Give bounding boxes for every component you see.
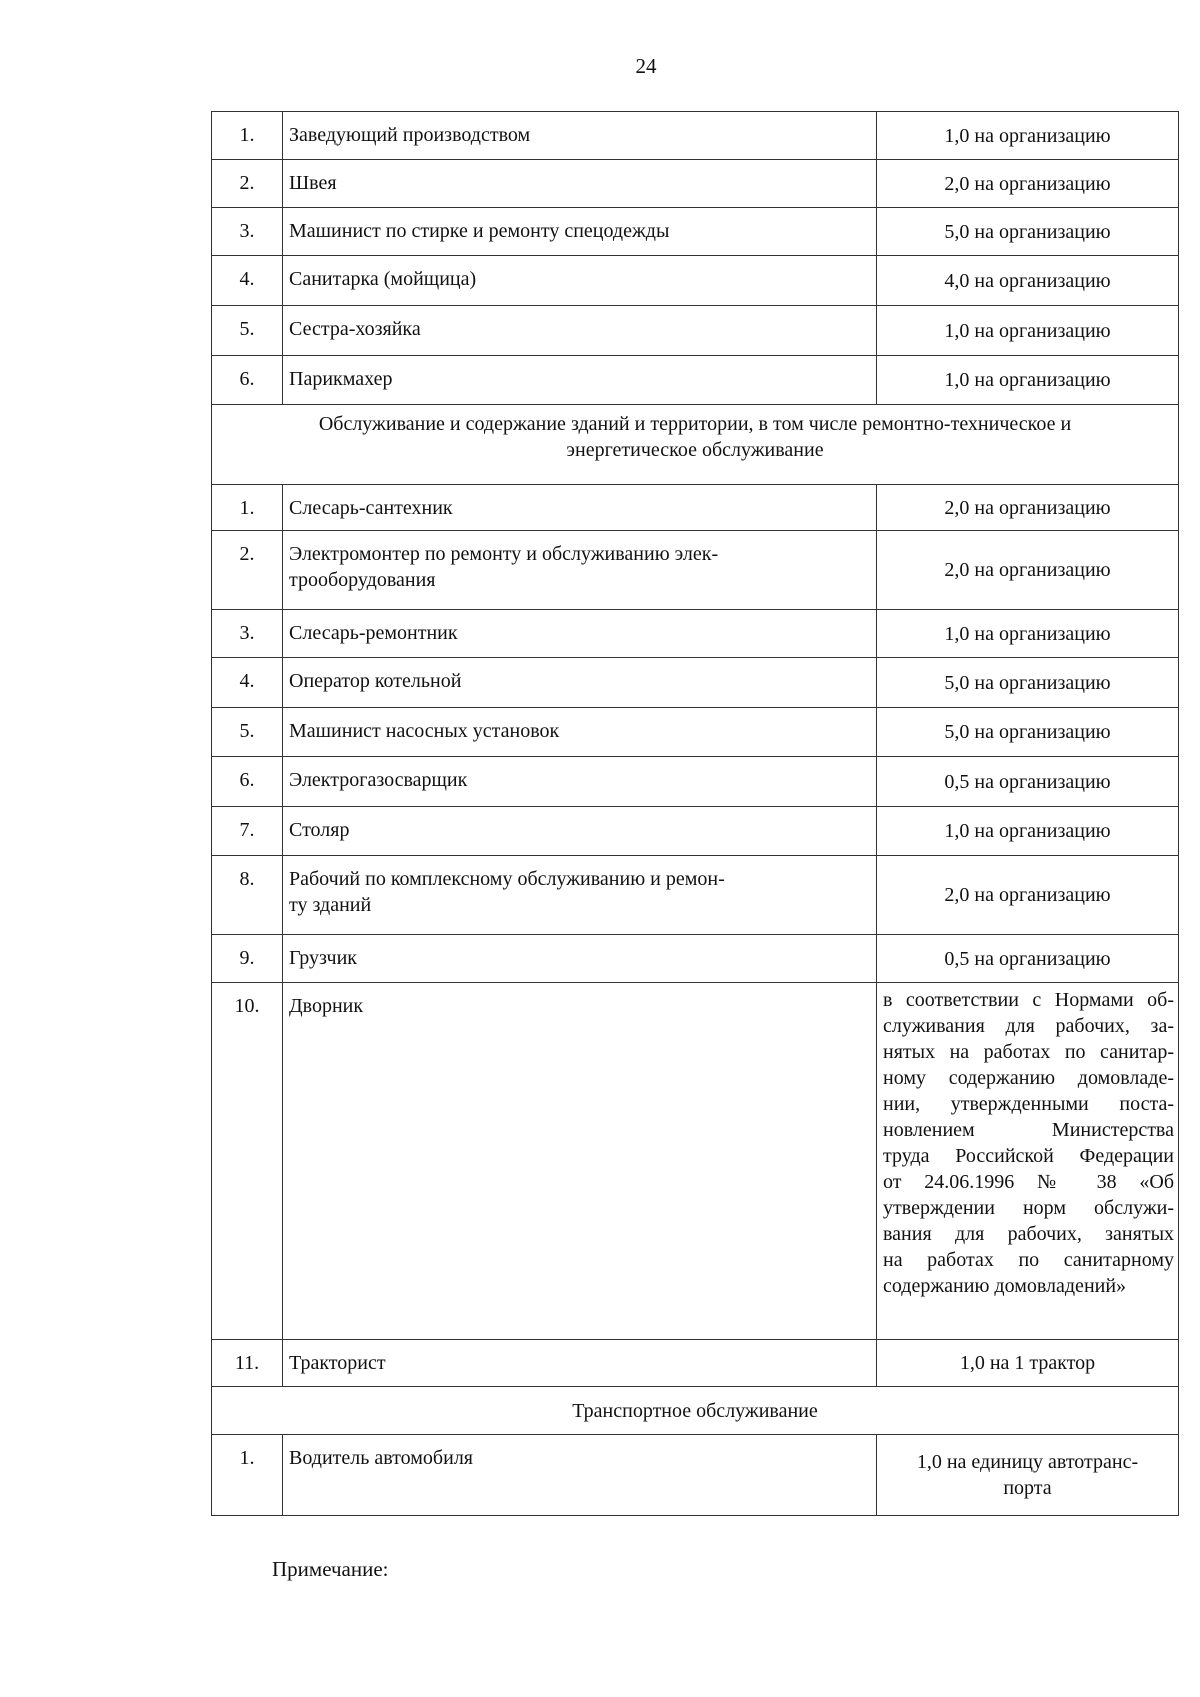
position-name-line: Рабочий по комплексному обслуживанию и ремон- [289,868,725,890]
table-row [212,757,1179,807]
norm-line: новлением Министерства [883,1119,1174,1141]
row-number: 5. [212,306,283,356]
norm-line: вания для рабочих, занятых [883,1223,1174,1245]
staffing-norm: 5,0 на организацию [877,708,1179,757]
staffing-norm: 1,0 на организацию [877,610,1179,658]
norm-line: служивания для рабочих, за- [883,1015,1174,1037]
norm-line: ному содержанию домовладе- [883,1067,1174,1089]
table-row [212,485,1179,531]
table-row [212,531,1179,610]
position-name: Машинист по стирке и ремонту спецодежды [283,208,877,256]
table-row [212,112,1179,160]
position-name: Оператор котельной [283,658,877,708]
staffing-norm: 1,0 на организацию [877,306,1179,356]
row-number: 5. [212,708,283,757]
table-row [212,356,1179,405]
norm-line: труда Российской Федерации [883,1145,1174,1167]
staffing-norm [877,1435,1179,1516]
row-number: 2. [212,531,283,610]
row-number: 4. [212,256,283,306]
staffing-norm: 2,0 на организацию [877,160,1179,208]
staffing-norm: 1,0 на организацию [877,807,1179,856]
row-number: 9. [212,935,283,983]
section-heading-transport: Транспортное обслуживание [212,1387,1179,1435]
table-row [212,306,1179,356]
note-label: Примечание: [272,1557,389,1581]
position-name [283,531,877,610]
position-name [283,856,877,935]
row-number: 3. [212,610,283,658]
row-number: 1. [212,1435,283,1516]
position-name: Слесарь-сантехник [283,485,877,531]
position-name-line: ту зданий [289,894,372,916]
row-number: 8. [212,856,283,935]
staffing-norm: 2,0 на организацию [877,856,1179,935]
position-name: Сестра-хозяйка [283,306,877,356]
table-row [212,983,1179,1340]
position-name: Столяр [283,807,877,856]
row-number: 1. [212,112,283,160]
row-number: 11. [212,1340,283,1387]
table-row [212,856,1179,935]
table-row [212,208,1179,256]
position-name: Грузчик [283,935,877,983]
position-name-line: Электромонтер по ремонту и обслуживанию элек- [289,543,719,565]
table-row [212,610,1179,658]
row-number: 2. [212,160,283,208]
staffing-norm: 0,5 на организацию [877,935,1179,983]
norm-line: в соответствии с Нормами об- [883,989,1174,1011]
staffing-norm: 4,0 на организацию [877,256,1179,306]
position-name: Слесарь-ремонтник [283,610,877,658]
table-row [212,1340,1179,1387]
section-heading-maintenance [212,405,1179,485]
section-heading-line: энергетическое обслуживание [566,439,824,461]
staffing-norm: 5,0 на организацию [877,658,1179,708]
staffing-norm: 5,0 на организацию [877,208,1179,256]
page-number: 24 [635,54,657,78]
row-number: 3. [212,208,283,256]
table-row [212,1435,1179,1516]
position-name: Заведующий производством [283,112,877,160]
table-row [212,256,1179,306]
norm-line: нятых на работах по санитар- [883,1041,1174,1063]
staffing-norm-reference [877,983,1179,1340]
row-number: 10. [212,983,283,1340]
position-name: Дворник [283,983,877,1340]
staffing-norm: 2,0 на организацию [877,485,1179,531]
norm-line: от 24.06.1996 № 38 «Об [883,1171,1174,1193]
position-name: Водитель автомобиля [283,1435,877,1516]
table-row [212,807,1179,856]
row-number: 6. [212,356,283,405]
norm-line: на работах по санитарному [883,1249,1174,1271]
position-name: Тракторист [283,1340,877,1387]
norm-line: нии, утвержденными поста- [883,1093,1174,1115]
norm-line: 1,0 на единицу автотранс- [916,1451,1139,1473]
row-number: 6. [212,757,283,807]
row-number: 4. [212,658,283,708]
position-name: Швея [283,160,877,208]
norm-line: порта [1003,1477,1052,1499]
section-heading-line: Обслуживание и содержание зданий и территории, в том числе ремонтно-техническое и [318,413,1072,435]
section-heading-row [212,1387,1179,1435]
row-number: 1. [212,485,283,531]
staffing-norm: 1,0 на 1 трактор [877,1340,1179,1387]
position-name: Машинист насосных установок [283,708,877,757]
staffing-norm: 1,0 на организацию [877,356,1179,405]
table-row [212,708,1179,757]
staffing-norm: 0,5 на организацию [877,757,1179,807]
staffing-norms-table [211,111,1179,1516]
norm-line: содержанию домовладений» [883,1275,1127,1297]
staffing-norm: 2,0 на организацию [877,531,1179,610]
table-row [212,658,1179,708]
position-name: Парикмахер [283,356,877,405]
table-row [212,935,1179,983]
table-row [212,160,1179,208]
position-name: Электрогазосварщик [283,757,877,807]
norm-line: утверждении норм обслужи- [883,1197,1174,1219]
section-heading-row [212,405,1179,485]
staffing-norm: 1,0 на организацию [877,112,1179,160]
position-name-line: трооборудования [289,569,436,591]
row-number: 7. [212,807,283,856]
position-name: Санитарка (мойщица) [283,256,877,306]
